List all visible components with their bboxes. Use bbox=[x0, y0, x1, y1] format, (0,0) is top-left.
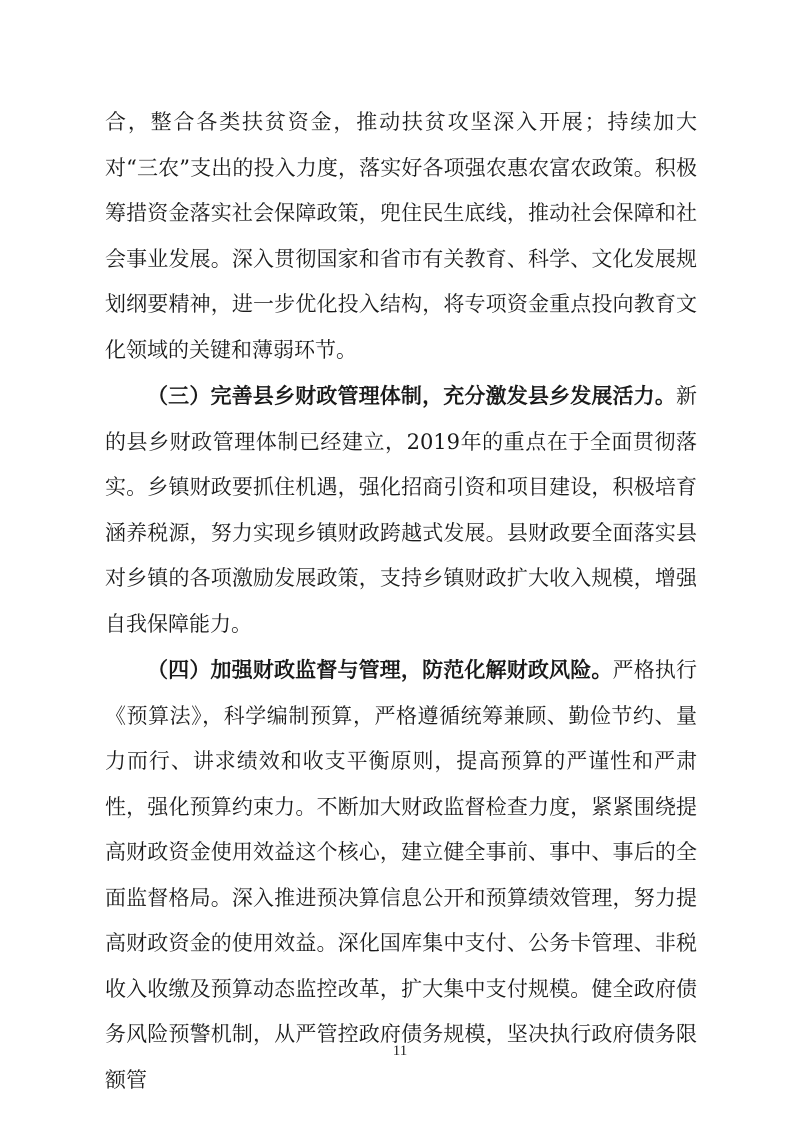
document-page bbox=[105, 100, 697, 1103]
paragraph-text: 严格执行《预算法》，科学编制预算，严格遵循统筹兼顾、勤俭节约、量力而行、讲求绩效和收支平衡原则，提高预算的严谨性和严肃性，强化预算约束力。不断加大财政监督检查力度，紧紧围绕提高财政资金使用效益这个核心，建立健全事前、事中、事后的全面监督格局。深入推进预决算信息公开和预算绩效管理，努力提高财政资金的使用效益。深化国库集中支付、公务卡管理、非税收入收缴及预算动态监控改革，扩大集中支付规模。健全政府债务风险预警机制，从严管控政府债务规模，坚决执行政府债务限额管 bbox=[105, 658, 698, 1092]
section-heading: （三）完善县乡财政管理体制，充分激发县乡发展活力。 bbox=[147, 383, 676, 408]
paragraph-text: 合，整合各类扶贫资金，推动扶贫攻坚深入开展；持续加大对“三农”支出的投入力度，落实好各项强农惠农富农政策。积极筹措资金落实社会保障政策，兜住民生底线，推动社会保障和社会事业发展。深入贯彻国家和省市有关教育、科学、文化发展规划纲要精神，进一步优化投入结构，将专项资金重点投向教育文化领域的关键和薄弱环节。 bbox=[105, 110, 697, 362]
paragraph-text: 新的县乡财政管理体制已经建立，2019年的重点在于全面贯彻落实。乡镇财政要抓住机遇，强化招商引资和项目建设，积极培育涵养税源，努力实现乡镇财政跨越式发展。县财政要全面落实县对乡镇的各项激励发展政策，支持乡镇财政扩大收入规模，增强自我保障能力。 bbox=[105, 384, 697, 636]
paragraph-section-three bbox=[105, 373, 697, 647]
page-number: 11 bbox=[392, 1043, 408, 1059]
paragraph-continued bbox=[105, 100, 697, 373]
paragraph-section-four bbox=[105, 647, 697, 1103]
section-heading: （四）加强财政监督与管理，防范化解财政风险。 bbox=[147, 657, 613, 682]
